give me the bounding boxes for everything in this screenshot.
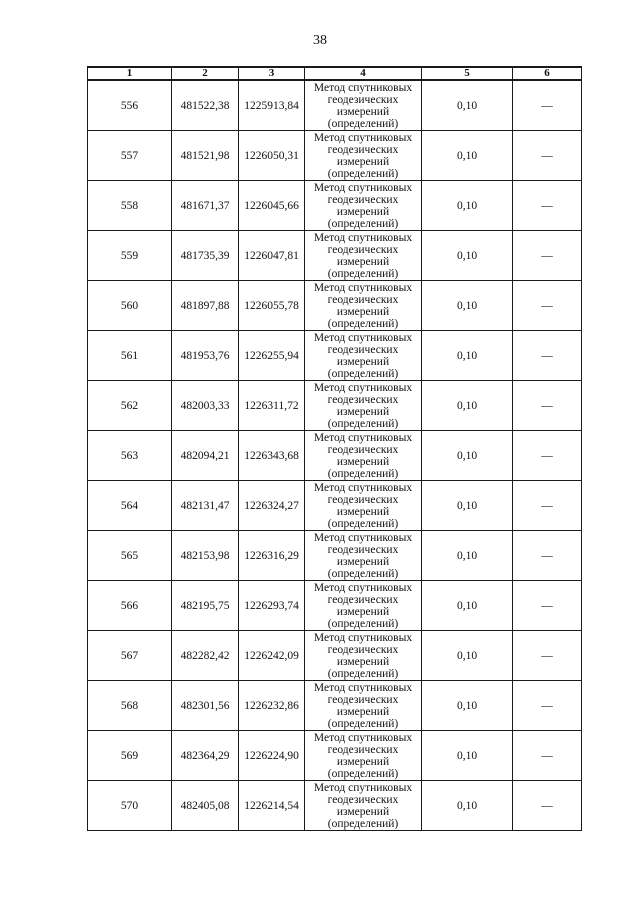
method-line: геодезических [327,643,399,656]
method-line: геодезических [327,693,399,706]
description-cell: — [513,581,582,631]
point-number-cell: 560 [88,281,172,331]
description-cell: — [513,431,582,481]
y-coordinate-cell: 1226055,78 [239,281,305,331]
method-line: (определений) [327,167,399,180]
column-header-method: 4 [305,67,422,80]
method-line: Метод спутниковых [313,231,413,244]
method-line: измерений [336,205,390,218]
method-cell [305,281,422,331]
x-coordinate-cell: 482153,98 [172,531,239,581]
accuracy-cell: 0,10 [422,781,513,831]
point-number-cell: 559 [88,231,172,281]
table-row [88,181,582,231]
method-line: (определений) [327,367,399,380]
x-coordinate-cell: 481671,37 [172,181,239,231]
y-coordinate-cell: 1225913,84 [239,80,305,131]
method-line: измерений [336,305,390,318]
description-cell: — [513,381,582,431]
method-line: (определений) [327,817,399,830]
column-header-x: 2 [172,67,239,80]
point-number-cell: 557 [88,131,172,181]
method-cell [305,431,422,481]
coordinates-table [87,66,582,831]
method-line: геодезических [327,193,399,206]
method-line: (определений) [327,717,399,730]
method-cell [305,681,422,731]
x-coordinate-cell: 481897,88 [172,281,239,331]
method-line: геодезических [327,543,399,556]
table-row [88,781,582,831]
method-line: Метод спутниковых [313,481,413,494]
method-line: (определений) [327,417,399,430]
method-cell [305,581,422,631]
method-line: измерений [336,105,390,118]
page-number: 38 [313,33,327,48]
x-coordinate-cell: 481521,98 [172,131,239,181]
method-line: Метод спутниковых [313,631,413,644]
method-line: Метод спутниковых [313,131,413,144]
column-header-point-number: 1 [88,67,172,80]
method-line: (определений) [327,667,399,680]
point-number-cell: 556 [88,80,172,131]
accuracy-cell: 0,10 [422,131,513,181]
method-line: Метод спутниковых [313,681,413,694]
method-cell [305,731,422,781]
y-coordinate-cell: 1226047,81 [239,231,305,281]
table-header-row [88,67,582,80]
y-coordinate-cell: 1226242,09 [239,631,305,681]
method-line: измерений [336,255,390,268]
method-line: геодезических [327,343,399,356]
accuracy-cell: 0,10 [422,631,513,681]
method-line: Метод спутниковых [313,731,413,744]
point-number-cell: 562 [88,381,172,431]
method-cell [305,80,422,131]
method-cell [305,531,422,581]
accuracy-cell: 0,10 [422,331,513,381]
x-coordinate-cell: 481953,76 [172,331,239,381]
method-line: измерений [336,655,390,668]
method-line: измерений [336,555,390,568]
method-line: Метод спутниковых [313,781,413,794]
description-cell: — [513,181,582,231]
method-line: измерений [336,505,390,518]
accuracy-cell: 0,10 [422,431,513,481]
method-line: геодезических [327,443,399,456]
x-coordinate-cell: 482003,33 [172,381,239,431]
accuracy-cell: 0,10 [422,381,513,431]
y-coordinate-cell: 1226293,74 [239,581,305,631]
accuracy-cell: 0,10 [422,231,513,281]
description-cell: — [513,481,582,531]
point-number-cell: 561 [88,331,172,381]
x-coordinate-cell: 482405,08 [172,781,239,831]
table-row [88,681,582,731]
point-number-cell: 566 [88,581,172,631]
accuracy-cell: 0,10 [422,581,513,631]
table-row [88,731,582,781]
method-cell [305,181,422,231]
method-line: Метод спутниковых [313,81,413,94]
method-line: Метод спутниковых [313,431,413,444]
description-cell: — [513,131,582,181]
point-number-cell: 569 [88,731,172,781]
method-line: геодезических [327,743,399,756]
table-row [88,331,582,381]
method-line: геодезических [327,143,399,156]
y-coordinate-cell: 1226224,90 [239,731,305,781]
point-number-cell: 568 [88,681,172,731]
method-line: (определений) [327,617,399,630]
method-cell [305,231,422,281]
method-line: Метод спутниковых [313,581,413,594]
point-number-cell: 564 [88,481,172,531]
column-header-description: 6 [513,67,582,80]
table-row [88,431,582,481]
table-row [88,481,582,531]
point-number-cell: 563 [88,431,172,481]
method-line: геодезических [327,793,399,806]
column-header-accuracy: 5 [422,67,513,80]
method-line: (определений) [327,267,399,280]
y-coordinate-cell: 1226045,66 [239,181,305,231]
point-number-cell: 565 [88,531,172,581]
method-line: измерений [336,455,390,468]
method-cell [305,331,422,381]
x-coordinate-cell: 482364,29 [172,731,239,781]
accuracy-cell: 0,10 [422,531,513,581]
description-cell: — [513,80,582,131]
table-row [88,531,582,581]
description-cell: — [513,631,582,681]
y-coordinate-cell: 1226255,94 [239,331,305,381]
method-line: геодезических [327,493,399,506]
column-header-y: 3 [239,67,305,80]
method-line: Метод спутниковых [313,181,413,194]
method-line: измерений [336,355,390,368]
y-coordinate-cell: 1226324,27 [239,481,305,531]
x-coordinate-cell: 482195,75 [172,581,239,631]
point-number-cell: 567 [88,631,172,681]
table-row [88,80,582,131]
y-coordinate-cell: 1226214,54 [239,781,305,831]
method-line: измерений [336,805,390,818]
method-line: (определений) [327,467,399,480]
method-line: Метод спутниковых [313,281,413,294]
method-line: геодезических [327,243,399,256]
accuracy-cell: 0,10 [422,681,513,731]
description-cell: — [513,681,582,731]
method-line: измерений [336,605,390,618]
method-line: (определений) [327,317,399,330]
table-row [88,381,582,431]
method-line: измерений [336,405,390,418]
method-line: Метод спутниковых [313,531,413,544]
table-row [88,581,582,631]
table-row [88,631,582,681]
method-line: Метод спутниковых [313,381,413,394]
description-cell: — [513,231,582,281]
method-line: геодезических [327,393,399,406]
table-row [88,281,582,331]
method-line: (определений) [327,567,399,580]
x-coordinate-cell: 482094,21 [172,431,239,481]
description-cell: — [513,781,582,831]
method-cell [305,381,422,431]
method-line: (определений) [327,117,399,130]
description-cell: — [513,281,582,331]
method-line: геодезических [327,593,399,606]
description-cell: — [513,331,582,381]
method-line: (определений) [327,767,399,780]
method-cell [305,631,422,681]
method-cell [305,781,422,831]
y-coordinate-cell: 1226050,31 [239,131,305,181]
point-number-cell: 570 [88,781,172,831]
table-row [88,231,582,281]
method-line: измерений [336,705,390,718]
method-line: измерений [336,155,390,168]
description-cell: — [513,731,582,781]
method-line: Метод спутниковых [313,331,413,344]
method-cell [305,481,422,531]
method-line: измерений [336,755,390,768]
table-body [88,80,582,831]
y-coordinate-cell: 1226316,29 [239,531,305,581]
y-coordinate-cell: 1226232,86 [239,681,305,731]
method-line: (определений) [327,217,399,230]
point-number-cell: 558 [88,181,172,231]
method-line: (определений) [327,517,399,530]
accuracy-cell: 0,10 [422,181,513,231]
x-coordinate-cell: 482301,56 [172,681,239,731]
accuracy-cell: 0,10 [422,731,513,781]
y-coordinate-cell: 1226343,68 [239,431,305,481]
method-cell [305,131,422,181]
accuracy-cell: 0,10 [422,481,513,531]
accuracy-cell: 0,10 [422,80,513,131]
method-line: геодезических [327,93,399,106]
table-row [88,131,582,181]
method-line: геодезических [327,293,399,306]
x-coordinate-cell: 481522,38 [172,80,239,131]
x-coordinate-cell: 482131,47 [172,481,239,531]
y-coordinate-cell: 1226311,72 [239,381,305,431]
description-cell: — [513,531,582,581]
x-coordinate-cell: 482282,42 [172,631,239,681]
x-coordinate-cell: 481735,39 [172,231,239,281]
accuracy-cell: 0,10 [422,281,513,331]
